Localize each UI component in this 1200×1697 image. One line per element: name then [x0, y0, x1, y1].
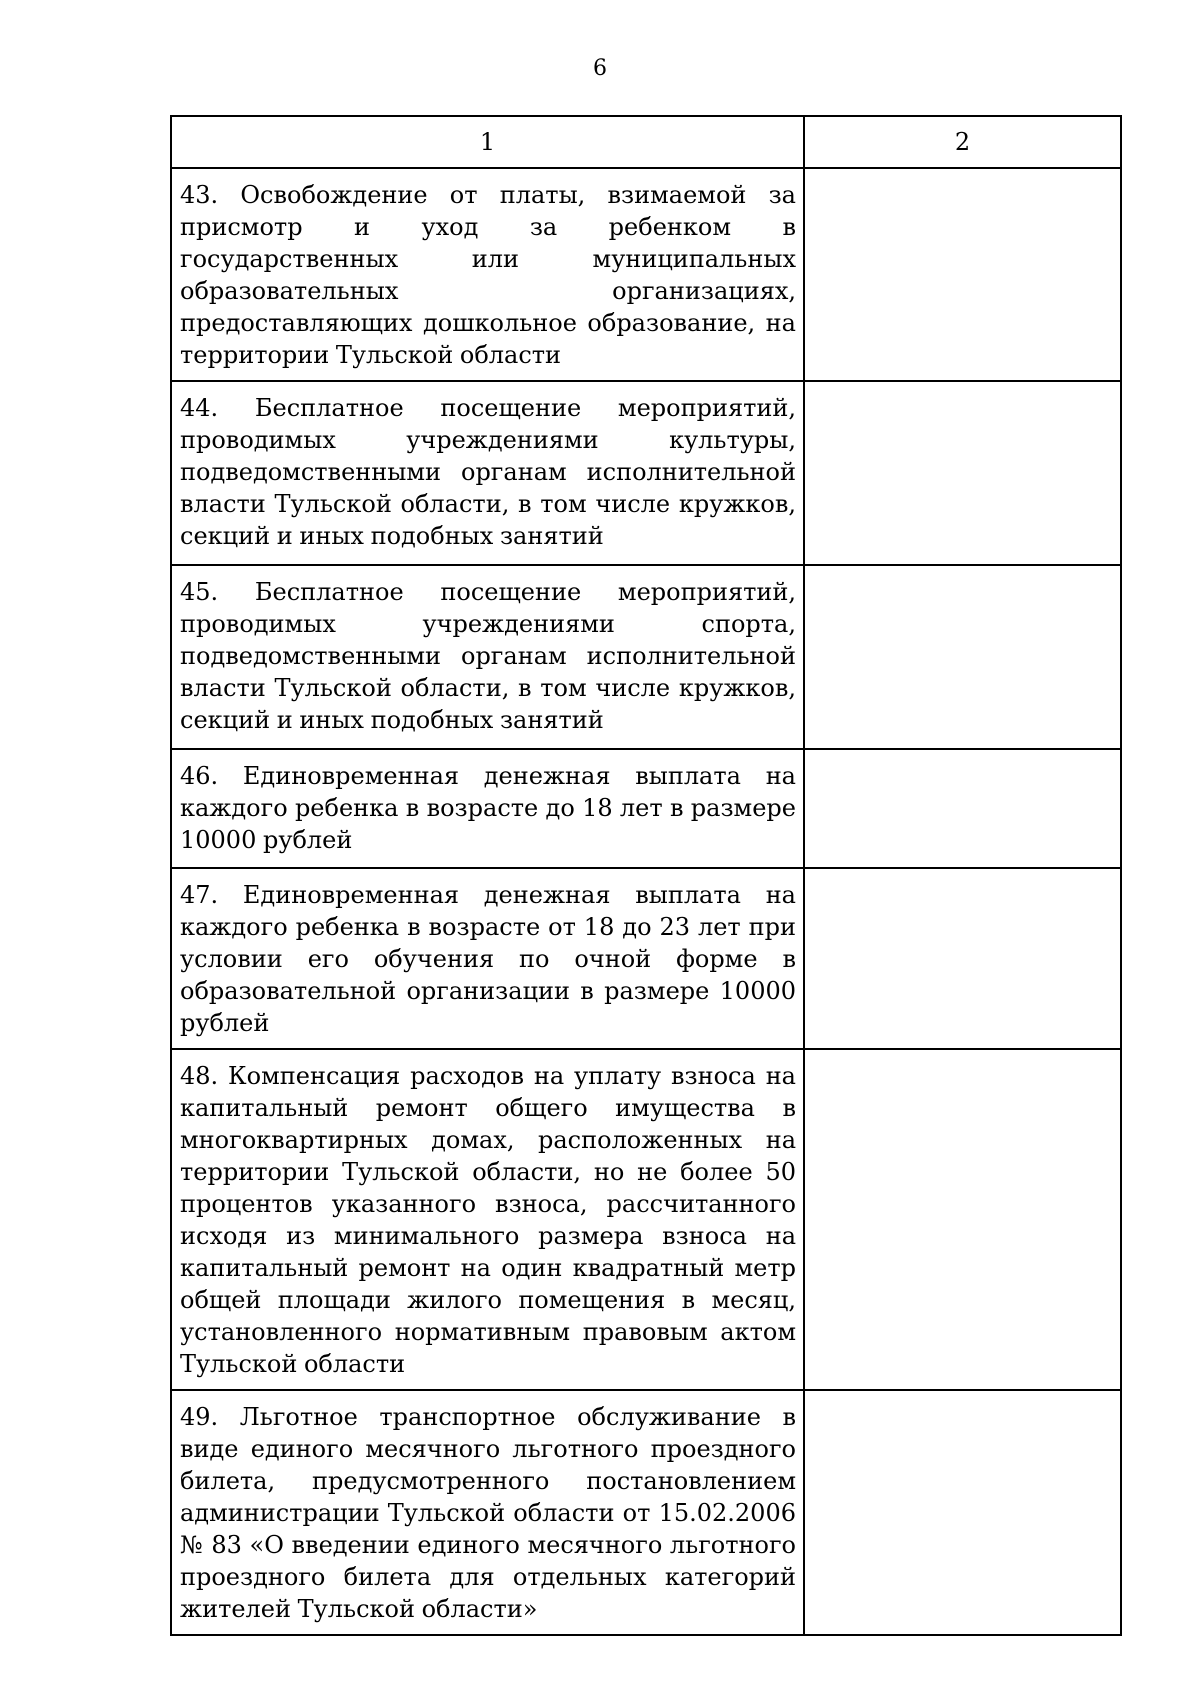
- row-44-column-2: [804, 381, 1121, 565]
- column-header-2: 2: [804, 116, 1121, 168]
- column-header-1: 1: [171, 116, 804, 168]
- row-46-description: 46. Единовременная денежная выплата на каждого ребенка в возрасте до 18 лет в размере 10000 рублей: [171, 749, 804, 868]
- row-47-column-2: [804, 868, 1121, 1049]
- row-45-column-2: [804, 565, 1121, 749]
- row-48-column-2: [804, 1049, 1121, 1390]
- row-43-column-2: [804, 168, 1121, 381]
- table-header-row: [171, 116, 1121, 168]
- table-row: [171, 749, 1121, 868]
- row-46-column-2: [804, 749, 1121, 868]
- row-49-description: 49. Льготное транспортное обслуживание в виде единого месячного льготного проездного билета, предусмотренного постановлением администрации Тульской области от 15.02.2006 № 83 «О введении единого месячного льготного проездного билета для отдельных категорий жителей Тульской области»: [171, 1390, 804, 1635]
- benefits-table: [170, 115, 1122, 1636]
- table-row: [171, 868, 1121, 1049]
- row-45-description: 45. Бесплатное посещение мероприятий, проводимых учреждениями спорта, подведомственными органам исполнительной власти Тульской области, в том числе кружков, секций и иных подобных занятий: [171, 565, 804, 749]
- row-44-description: 44. Бесплатное посещение мероприятий, проводимых учреждениями культуры, подведомственными органам исполнительной власти Тульской области, в том числе кружков, секций и иных подобных занятий: [171, 381, 804, 565]
- row-43-description: 43. Освобождение от платы, взимаемой за присмотр и уход за ребенком в государственных или муниципальных образовательных организациях, предоставляющих дошкольное образование, на территории Тульской области: [171, 168, 804, 381]
- row-47-description: 47. Единовременная денежная выплата на каждого ребенка в возрасте от 18 до 23 лет при условии его обучения по очной форме в образовательной организации в размере 10000 рублей: [171, 868, 804, 1049]
- table-row: [171, 381, 1121, 565]
- table-row: [171, 1390, 1121, 1635]
- table-row: [171, 168, 1121, 381]
- row-49-column-2: [804, 1390, 1121, 1635]
- row-48-description: 48. Компенсация расходов на уплату взноса на капитальный ремонт общего имущества в многоквартирных домах, расположенных на территории Тульской области, но не более 50 процентов указанного взноса, рассчитанного исходя из минимального размера взноса на капитальный ремонт на один квадратный метр общей площади жилого помещения в месяц, установленного нормативным правовым актом Тульской области: [171, 1049, 804, 1390]
- page-number: 6: [593, 56, 607, 81]
- table-row: [171, 1049, 1121, 1390]
- table-row: [171, 565, 1121, 749]
